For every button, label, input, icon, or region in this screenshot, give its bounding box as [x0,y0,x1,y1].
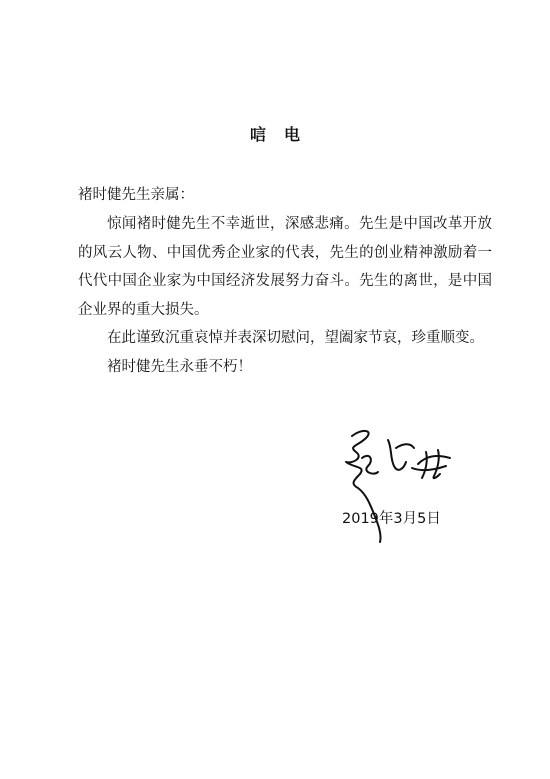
date-line: 2019年3月5日 [342,511,441,527]
body-text [78,210,492,381]
paragraph-sympathy: 在此谨致沉重哀悼并表深切慰问，望阖家节哀，珍重顺变。 [107,330,484,346]
paragraph-tribute: 褚时健先生永垂不朽！ [107,358,252,375]
document-title: 唁电 [249,125,318,144]
salutation: 褚时健先生亲属： [78,187,194,203]
paragraph-condolence: 惊闻褚时健先生不幸逝世，深感悲痛。先生是中国改革开放的风云人物、中国优秀企业家的代表，先生的创业精神激励着一代代中国企业家为中国经济发展努力奋斗。先生的离世，是中国企业界的重大损失。 [78,216,492,318]
